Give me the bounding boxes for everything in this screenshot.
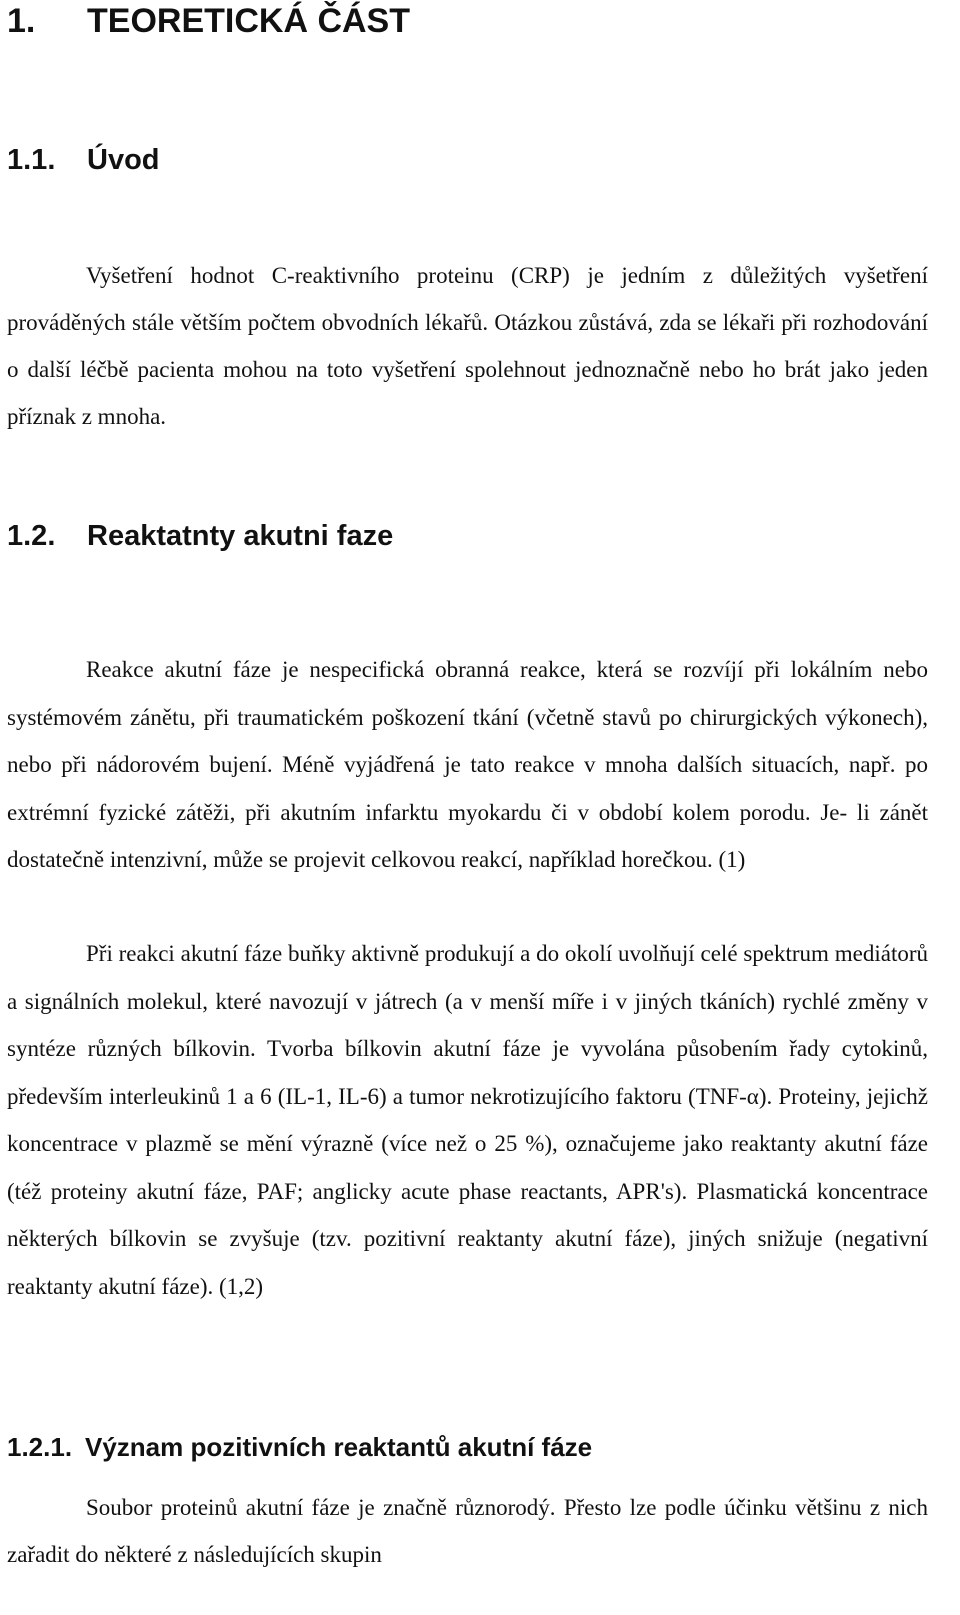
heading-number: 1.1.	[7, 144, 56, 176]
heading-number: 1.2.1.	[7, 1432, 73, 1462]
heading-uvod	[7, 144, 160, 177]
heading-title: Reaktatnty akutni faze	[87, 520, 394, 552]
heading-teoreticka-cast	[7, 2, 410, 41]
paragraph-intro: Vyšetření hodnot C-reaktivního proteinu (CRP) je jedním z důležitých vyšetření prováděných stále větším počtem obvodních lékařů. Otázkou zůstává, zda se lékaři při rozhodování o další léčbě pacienta mohou na toto vyšetření spolehnout jednoznačně nebo ho brát jako jeden příznak z mnoha.	[7, 263, 928, 429]
heading-vyznam	[7, 1432, 592, 1463]
heading-number: 1.2.	[7, 520, 56, 552]
heading-title: TEORETICKÁ ČÁST	[87, 2, 410, 40]
heading-title: Úvod	[87, 144, 160, 176]
paragraph-cells: Při reakci akutní fáze buňky aktivně produkují a do okolí uvolňují celé spektrum mediátorů a signálních molekul, které navozují v játrech (a v menší míře i v jiných tkáních) rychlé změny v syntéze různých bílkovin. Tvorba bílkovin akutní fáze je vyvolána působením řady cytokinů, především interleukinů 1 a 6 (IL-1, IL-6) a tumor nekrotizujícího faktoru (TNF-α). Proteiny, jejichž koncentrace v plazmě se mění výrazně (více než o 25 %), označujeme jako reaktanty akutní fáze (též proteiny akutní fáze, PAF; anglicky acute phase reactants, APR's). Plasmatická koncentrace některých bílkovin se zvyšuje (tzv. pozitivní reaktanty akutní fáze), jiných snižuje (negativní reaktanty akutní fáze). (1,2)	[7, 941, 928, 1299]
heading-title: Význam pozitivních reaktantů akutní fáze	[85, 1432, 593, 1462]
paragraph-reaction: Reakce akutní fáze je nespecifická obranná reakce, která se rozvíjí při lokálním nebo systémovém zánětu, při traumatickém poškození tkání (včetně stavů po chirurgických výkonech), nebo při nádorovém bujení. Méně vyjádřená je tato reakce v mnoha dalších situacích, např. po extrémní fyzické zátěži, při akutním infarktu myokardu či v období kolem porodu. Je- li zánět dostatečně intenzivní, může se projevit celkovou reakcí, například horečkou. (1)	[7, 657, 928, 872]
paragraph-groups: Soubor proteinů akutní fáze je značně různorodý. Přesto lze podle účinku většinu z nich zařadit do některé z následujících skupin	[7, 1495, 928, 1567]
heading-reaktanty	[7, 520, 393, 553]
heading-number: 1.	[7, 2, 36, 40]
